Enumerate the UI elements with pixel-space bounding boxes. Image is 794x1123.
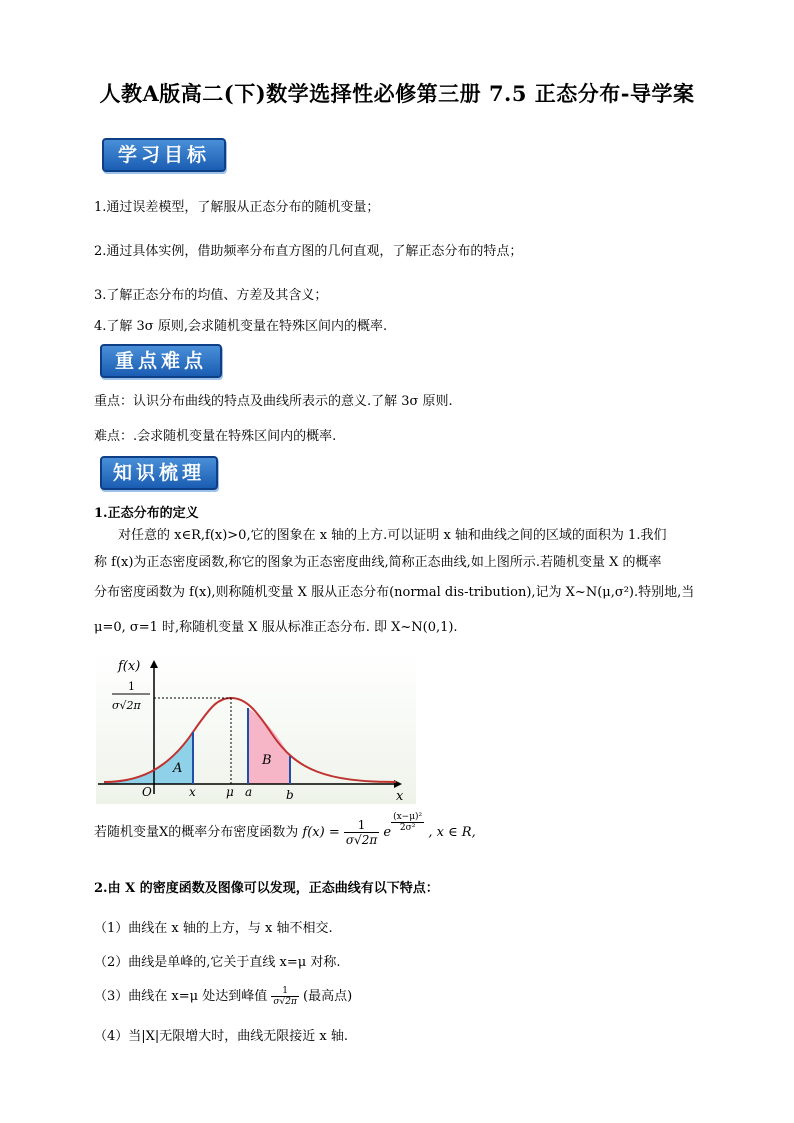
feature-2: （2）曲线是单峰的,它关于直线 x=μ 对称. <box>94 955 341 970</box>
objective-2: 2.通过具体实例，借助频率分布直方图的几何直观，了解正态分布的特点； <box>94 244 523 259</box>
y-axis-label: f(x) <box>118 659 141 674</box>
peak-den: σ√2π <box>112 699 141 712</box>
feature-3-pre: （3）曲线在 x=μ 处达到峰值 <box>94 989 268 1004</box>
knowledge-badge: 知识梳理 <box>100 456 218 490</box>
section1-line4: μ=0, σ=1 时,称随机变量 X 服从标准正态分布. 即 X~N(0,1). <box>94 620 458 635</box>
feature-3 <box>94 985 352 1007</box>
x-axis-label: x <box>396 789 404 804</box>
density-formula <box>94 812 476 847</box>
formula-num: 1 <box>344 818 379 833</box>
objectives-badge: 学习目标 <box>102 138 226 172</box>
feature-1: （1）曲线在 x 轴的上方，与 x 轴不相交. <box>94 921 333 936</box>
tick-b-label: b <box>286 788 294 802</box>
formula-prefix: 若随机变量X的概率分布密度函数为 <box>94 825 299 840</box>
section2-heading-text: 2.由 X 的密度函数及图像可以发现，正态曲线有以下特点： <box>94 881 439 896</box>
feature-4: （4）当|X|无限增大时，曲线无限接近 x 轴. <box>94 1029 349 1044</box>
normal-curve-figure <box>96 654 416 804</box>
focus-text: 重点：认识分布曲线的特点及曲线所表示的意义.了解 3σ 原则. <box>94 394 453 409</box>
formula-suffix: , x ∈ R, <box>428 825 476 840</box>
formula-lhs: f(x) = <box>302 825 340 840</box>
section2-heading <box>94 877 439 896</box>
tick-x-label: x <box>189 785 196 799</box>
objective-3: 3.了解正态分布的均值、方差及其含义； <box>94 288 328 303</box>
feature-3-den: σ√2π <box>273 997 297 1007</box>
formula-base: e <box>383 825 392 840</box>
peak-num: 1 <box>128 680 135 693</box>
difficulty-text: 难点：.会求随机变量在特殊区间内的概率. <box>94 429 337 444</box>
exponent-den: 2σ² <box>399 823 416 833</box>
section1-line1: 对任意的 x∈R,f(x)>0,它的图象在 x 轴的上方.可以证明 x 轴和曲线之间的区域的面积为 1.我们 <box>118 528 667 543</box>
exponent-num: (x−μ)² <box>393 812 423 822</box>
region-b-label: B <box>262 753 272 768</box>
section1-heading: 1.正态分布的定义 <box>94 506 199 521</box>
feature-3-fraction <box>271 986 299 1007</box>
page-title: 人教A版高二(下)数学选择性必修第三册 7.5 正态分布-导学案 <box>99 81 695 106</box>
section1-line3: 分布密度函数为 f(x),则称随机变量 X 服从正态分布(normal dis-tribution),记为 X~N(μ,σ²).特别地,当 <box>94 585 695 600</box>
feature-3-post: (最高点) <box>303 989 353 1004</box>
formula-fraction <box>344 818 379 847</box>
key-points-badge: 重点难点 <box>100 344 222 378</box>
formula-den: σ√2π <box>345 833 378 847</box>
objective-4: 4.了解 3σ 原则,会求随机变量在特殊区间内的概率. <box>94 319 388 334</box>
tick-mu-label: μ <box>226 785 234 799</box>
feature-3-num: 1 <box>271 986 299 997</box>
formula-exponent <box>391 812 424 833</box>
tick-a-label: a <box>245 785 253 799</box>
origin-label: O <box>142 785 152 799</box>
region-a-label: A <box>173 761 183 776</box>
objective-1: 1.通过误差模型，了解服从正态分布的随机变量； <box>94 200 380 215</box>
section1-line2: 称 f(x)为正态密度函数,称它的图象为正态密度曲线,简称正态曲线,如上图所示.若随机变量 X 的概率 <box>94 555 662 570</box>
